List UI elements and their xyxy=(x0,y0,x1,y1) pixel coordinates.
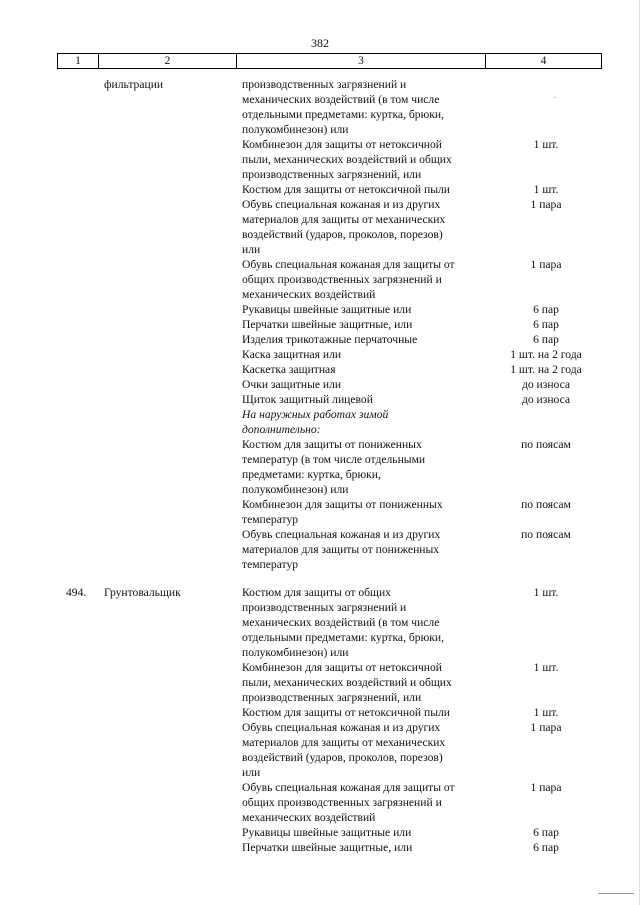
ppe-line: отдельными предметами: куртка, брюки, xyxy=(242,108,444,121)
norm-value: 1 шт. xyxy=(533,661,559,674)
scan-edge-mark xyxy=(598,893,634,894)
norm-value: 1 пара xyxy=(530,781,562,794)
ppe-line: производственных загрязнений и xyxy=(242,601,407,614)
profession-name: Грунтовальщик xyxy=(104,586,181,599)
ppe-line: производственных загрязнений, или xyxy=(242,691,422,704)
column-header-1: 1 xyxy=(58,54,99,68)
ppe-line: Изделия трикотажные перчаточные xyxy=(242,333,418,346)
ppe-line: температур (в том числе отдельными xyxy=(242,453,426,466)
norm-value: 6 пар xyxy=(533,333,559,346)
ppe-line: Комбинезон для защиты от пониженных xyxy=(242,498,443,511)
ppe-line: полукомбинезон) или xyxy=(242,646,349,659)
ppe-line: отдельными предметами: куртка, брюки, xyxy=(242,631,444,644)
column-header-3: 3 xyxy=(237,54,486,68)
ppe-line: материалов для защиты от механических xyxy=(242,736,446,749)
ppe-line: Рукавицы швейные защитные или xyxy=(242,303,412,316)
norm-value: 1 пара xyxy=(530,721,562,734)
section-note: дополнительно: xyxy=(242,423,321,436)
norm-value: по поясам xyxy=(521,438,571,451)
norm-value: 1 шт. на 2 года xyxy=(510,363,582,376)
ppe-line: полукомбинезон) или xyxy=(242,123,349,136)
norm-value: до износа xyxy=(521,378,571,391)
ppe-line: Комбинезон для защиты от нетоксичной xyxy=(242,138,443,151)
ppe-line: Каскетка защитная xyxy=(242,363,336,376)
ppe-line: пыли, механических воздействий и общих xyxy=(242,676,452,689)
profession-name: фильтрации xyxy=(104,78,164,91)
norm-value: до износа xyxy=(521,393,571,406)
ppe-line: Очки защитные или xyxy=(242,378,342,391)
norm-value: по поясам xyxy=(521,528,571,541)
ppe-line: Перчатки швейные защитные, или xyxy=(242,318,413,331)
ppe-line: или xyxy=(242,766,261,779)
norm-value: по поясам xyxy=(521,498,571,511)
ppe-line: воздействий (ударов, проколов, порезов) xyxy=(242,751,443,764)
ppe-line: Костюм для защиты от нетоксичной пыли xyxy=(242,706,451,719)
ppe-line: Костюм для защиты от пониженных xyxy=(242,438,422,451)
ppe-line: Костюм для защиты от общих xyxy=(242,586,391,599)
ppe-line: Каска защитная или xyxy=(242,348,342,361)
ppe-line: Щиток защитный лицевой xyxy=(242,393,373,406)
ppe-line: механических воздействий xyxy=(242,811,376,824)
norm-value: 1 шт. xyxy=(533,183,559,196)
table-header-row xyxy=(57,53,602,69)
ppe-line: Перчатки швейные защитные, или xyxy=(242,841,413,854)
ppe-line: пыли, механических воздействий и общих xyxy=(242,153,452,166)
column-header-2: 2 xyxy=(99,54,237,68)
ppe-line: Комбинезон для защиты от нетоксичной xyxy=(242,661,443,674)
norm-value: 1 шт. xyxy=(533,706,559,719)
scan-speck xyxy=(554,97,556,98)
ppe-line: Обувь специальная кожаная и из других xyxy=(242,528,441,541)
ppe-line: воздействий (ударов, проколов, порезов) xyxy=(242,228,443,241)
norm-value: 1 пара xyxy=(530,198,562,211)
ppe-line: Обувь специальная кожаная для защиты от xyxy=(242,258,455,271)
ppe-line: производственных загрязнений и xyxy=(242,78,407,91)
norm-value: 6 пар xyxy=(533,318,559,331)
ppe-line: общих производственных загрязнений и xyxy=(242,273,442,286)
ppe-line: механических воздействий (в том числе xyxy=(242,616,440,629)
ppe-line: или xyxy=(242,243,261,256)
section-note: На наружных работах зимой xyxy=(242,408,389,421)
norm-value: 6 пар xyxy=(533,826,559,839)
ppe-line: материалов для защиты от механических xyxy=(242,213,446,226)
ppe-line: механических воздействий xyxy=(242,288,376,301)
norm-value: 1 пара xyxy=(530,258,562,271)
ppe-line: полукомбинезон) или xyxy=(242,483,349,496)
norm-value: 1 шт. xyxy=(533,138,559,151)
norm-value: 6 пар xyxy=(533,841,559,854)
column-header-4: 4 xyxy=(540,55,547,67)
ppe-line: материалов для защиты от пониженных xyxy=(242,543,440,556)
ppe-line: Обувь специальная кожаная для защиты от xyxy=(242,781,455,794)
ppe-line: предметами: куртка, брюки, xyxy=(242,468,381,481)
ppe-line: Рукавицы швейные защитные или xyxy=(242,826,412,839)
ppe-line: Обувь специальная кожаная и из других xyxy=(242,198,441,211)
ppe-line: Обувь специальная кожаная и из других xyxy=(242,721,441,734)
norm-value: 6 пар xyxy=(533,303,559,316)
ppe-line: производственных загрязнений, или xyxy=(242,168,422,181)
ppe-line: механических воздействий (в том числе xyxy=(242,93,440,106)
norm-value: 1 шт. на 2 года xyxy=(510,348,582,361)
ppe-line: общих производственных загрязнений и xyxy=(242,796,442,809)
ppe-line: Костюм для защиты от нетоксичной пыли xyxy=(242,183,451,196)
ppe-line: температур xyxy=(242,558,299,571)
page-number: 382 xyxy=(311,36,329,50)
entry-number: 494. xyxy=(66,586,87,599)
ppe-line: температур xyxy=(242,513,299,526)
norm-value: 1 шт. xyxy=(533,586,559,599)
